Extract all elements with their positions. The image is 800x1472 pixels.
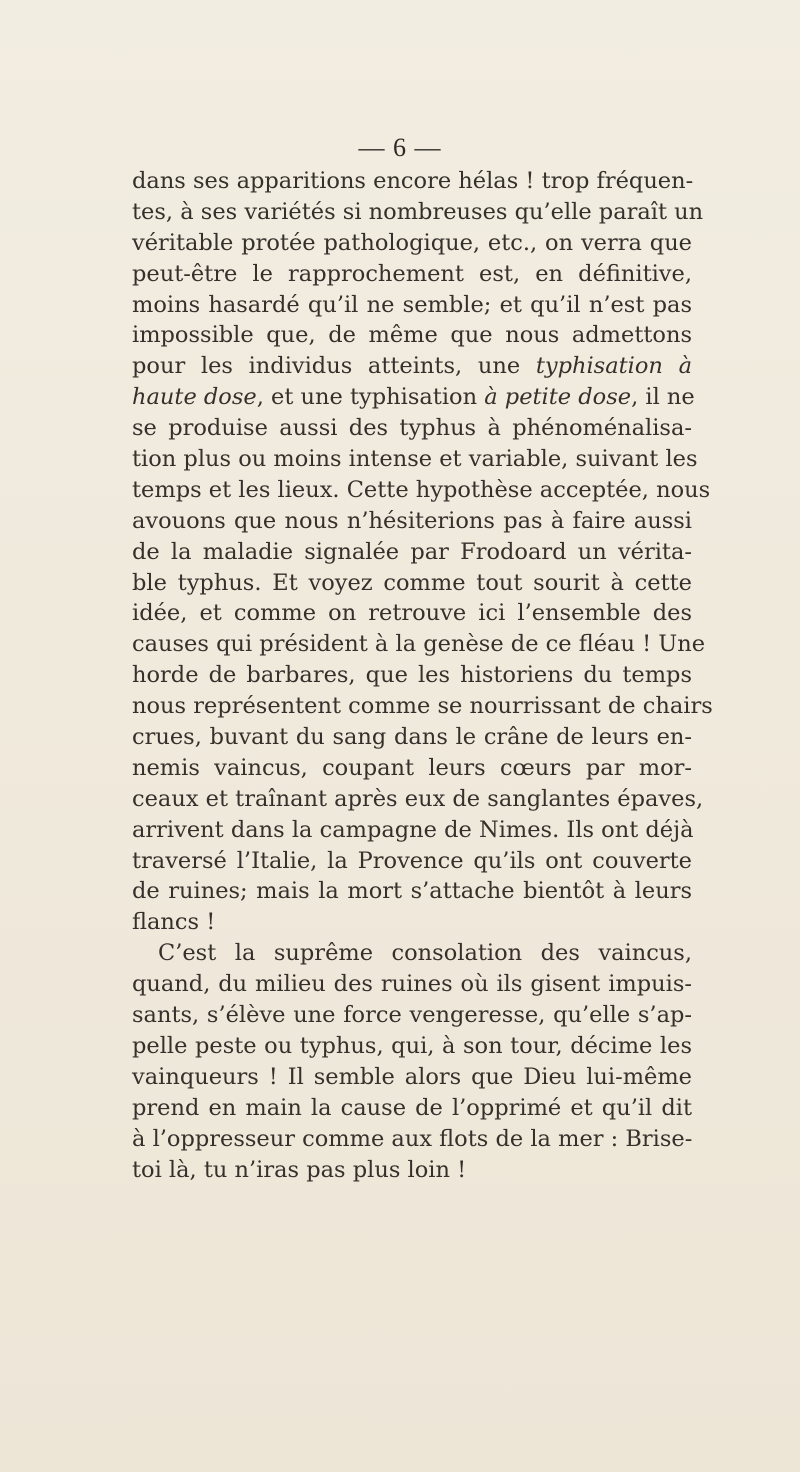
text-line: ble typhus. Et voyez comme tout sourit à cette [132, 569, 692, 596]
text-line: nous représentent comme se nourrissant de chairs [132, 693, 713, 720]
page-number: — 6 — [358, 133, 442, 162]
text-line [132, 351, 692, 382]
text-line: crues, buvant du sang dans le crâne de leurs en- [132, 724, 692, 751]
text-line: tes, à ses variétés si nombreuses qu’elle paraît un [132, 198, 704, 225]
text-line [132, 382, 695, 413]
italic-phrase: haute dose [132, 384, 257, 411]
text-segment: pour les individus atteints, une [132, 353, 536, 380]
text-line: se produise aussi des typhus à phénoménalisa- [132, 415, 692, 442]
text-segment: , il ne [631, 384, 695, 411]
paragraph-start-line: C’est la suprême consolation des vaincus, [158, 940, 692, 967]
text-line: vainqueurs ! Il semble alors que Dieu lui-même [132, 1063, 692, 1090]
text-line: ceaux et traînant après eux de sanglantes épaves, [132, 785, 704, 812]
text-line: sants, s’élève une force vengeresse, qu’elle s’ap- [132, 1002, 692, 1029]
text-line: de la maladie signalée par Frodoard un vérita- [132, 538, 692, 565]
text-line: nemis vaincus, coupant leurs cœurs par mor- [132, 754, 692, 781]
text-line: dans ses apparitions encore hélas ! trop fréquen- [132, 168, 694, 194]
body-text [132, 166, 713, 1185]
text-line: peut-être le rapprochement est, en définitive, [132, 260, 692, 287]
italic-phrase: typhisation à [535, 353, 692, 380]
text-line: véritable protée pathologique, etc., on verra que [132, 229, 692, 256]
text-line: arrivent dans la campagne de Nimes. Ils ont déjà [132, 816, 694, 843]
text-line: causes qui président à la genèse de ce fléau ! Une [132, 631, 706, 658]
text-line: traversé l’Italie, la Provence qu’ils ont couverte [132, 847, 692, 874]
text-line: prend en main la cause de l’opprimé et qu’il dit [132, 1094, 692, 1121]
text-line: temps et les lieux. Cette hypothèse acceptée, nous [132, 476, 711, 503]
text-line: à l’oppresseur comme aux flots de la mer : Brise- [132, 1125, 693, 1152]
text-line: flancs ! [132, 909, 216, 936]
text-line: idée, et comme on retrouve ici l’ensemble des [132, 600, 692, 627]
text-line: de ruines; mais la mort s’attache bientôt à leurs [132, 878, 692, 905]
text-line: toi là, tu n’iras pas plus loin ! [132, 1156, 467, 1183]
text-segment: , et une typhisation [256, 384, 485, 411]
italic-phrase: à petite dose [484, 384, 632, 411]
text-line: pelle peste ou typhus, qui, à son tour, décime les [132, 1032, 692, 1059]
text-line: moins hasardé qu’il ne semble; et qu’il n’est pas [132, 291, 692, 318]
text-line: avouons que nous n’hésiterions pas à faire aussi [132, 507, 692, 534]
text-line: impossible que, de même que nous admettons [132, 322, 692, 349]
text-line: quand, du milieu des ruines où ils gisent impuis- [132, 971, 692, 998]
text-line: horde de barbares, que les historiens du temps [132, 662, 692, 689]
text-line: tion plus ou moins intense et variable, suivant les [132, 446, 698, 473]
